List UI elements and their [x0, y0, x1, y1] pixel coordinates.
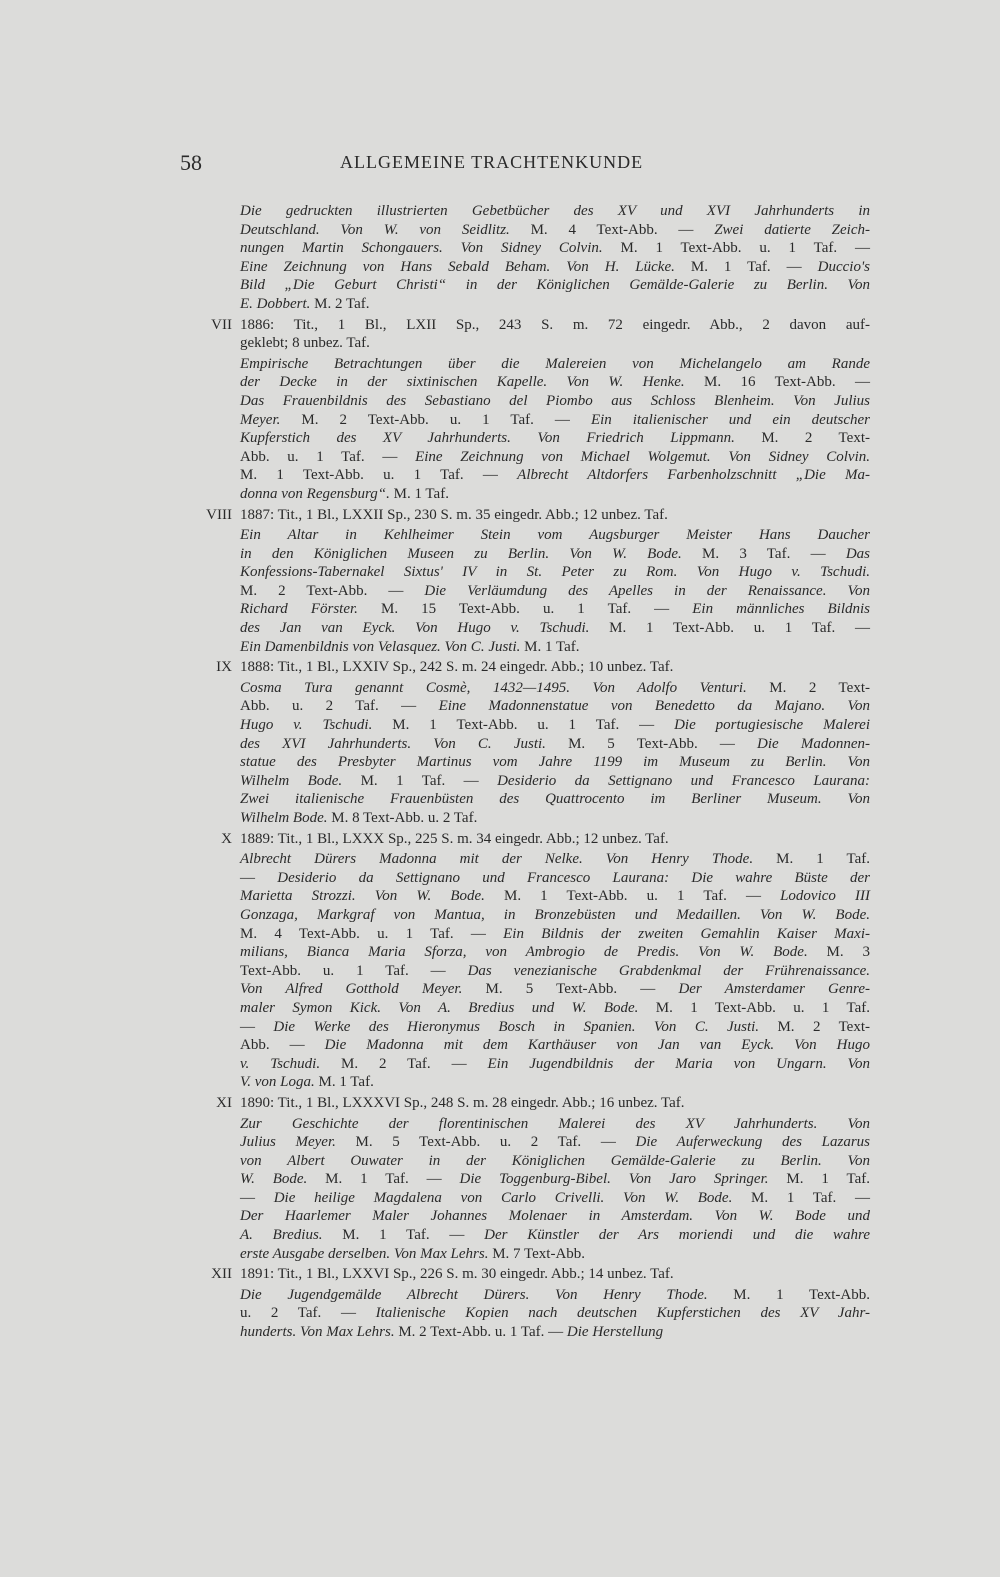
italic-title-text: Richard Förster. — [240, 601, 358, 618]
italic-title-text: Julius Meyer. — [240, 1134, 336, 1151]
text-line: geklebt; 8 unbez. Taf. — [240, 335, 370, 352]
text-line — [240, 373, 870, 392]
text-line — [240, 679, 870, 698]
text-line — [240, 1115, 870, 1134]
volume-description — [240, 506, 870, 525]
italic-title-text: Desiderio da Settignano und Francesco Laurana: — [497, 772, 870, 789]
italic-title-text: Ein Altar in Kehlheimer Stein vom Augsburger Meister Hans Daucher — [240, 527, 870, 544]
text-line — [240, 466, 870, 485]
text-line — [240, 887, 870, 906]
italic-title-text: milians, Bianca Maria Sforza, von Ambrogio de Predis. Von W. Bode. — [240, 944, 808, 961]
roman-text: M. 5 Text-Abb. — — [545, 735, 758, 752]
text-line — [240, 772, 870, 791]
italic-title-text: E. Dobbert. — [240, 295, 311, 312]
text-line — [240, 906, 870, 925]
italic-title-text: Die Herstellung — [566, 1324, 664, 1341]
italic-title-text: Hugo v. Tschudi. — [240, 717, 373, 734]
roman-text: Abb. — — [240, 1037, 325, 1054]
italic-title-text: Ein männliches Bildnis — [692, 601, 871, 618]
roman-text: M. 4 Text-Abb. u. 1 Taf. — — [240, 925, 504, 942]
italic-title-text: Marietta Strozzi. Von W. Bode. — [240, 888, 485, 905]
volume-list — [206, 316, 871, 1342]
volume-number: VII — [211, 316, 232, 333]
text-line — [240, 485, 870, 504]
text-line — [240, 1286, 870, 1305]
roman-text: Text-Abb. u. 1 Taf. — — [240, 962, 468, 979]
italic-title-text: Zwei datierte Zeich- — [714, 221, 870, 238]
italic-title-text: V. von Loga. — [240, 1074, 315, 1091]
article-list — [240, 1286, 870, 1342]
italic-title-text: Meyer. — [240, 411, 281, 428]
italic-title-text: Lodovico III — [780, 888, 870, 905]
italic-title-text: Die Auferweckung des Lazarus — [635, 1134, 870, 1151]
text-line — [240, 276, 870, 295]
volume-description — [240, 1265, 870, 1284]
page-number: 58 — [180, 150, 202, 175]
italic-title-text: Das venezianische Grabdenkmal der Frührenaissance. — [467, 962, 871, 979]
italic-title-text: Die portugiesische Malerei — [674, 717, 870, 734]
italic-title-text: A. Bredius. — [240, 1227, 323, 1244]
italic-title-text: Zwei italienische Frauenbüsten des Quattrocento im Berliner Museum. Von — [240, 791, 870, 808]
text-line — [240, 619, 870, 638]
italic-title-text: Konfessions-Tabernakel Sixtus' IV in St. Peter zu Rom. Von Hugo v. Tschudi. — [240, 564, 870, 581]
italic-title-text: hunderts. Von Max Lehrs. — [240, 1324, 395, 1341]
italic-title-text: Die Madonnen- — [757, 735, 870, 752]
volume-number: XI — [216, 1094, 232, 1111]
article-list — [240, 850, 870, 1092]
text-line — [240, 1207, 870, 1226]
volume-entry — [211, 316, 870, 504]
italic-title-text: Cosma Tura genannt Cosmè, 1432—1495. Von Adolfo Venturi. — [240, 679, 747, 696]
italic-title-text: des Jan van Eyck. Von Hugo v. Tschudi. — [240, 620, 590, 637]
text-line — [240, 448, 870, 467]
italic-title-text: Der Künstler der Ars moriendi und die wahre — [484, 1227, 870, 1244]
text-line: 1888: Tit., 1 Bl., LXXIV Sp., 242 S. m. 24 eingedr. Abb.; 10 unbez. Taf. — [240, 659, 674, 676]
italic-title-text: Die Verläumdung des Apelles in der Renaissance. Von — [424, 582, 870, 599]
text-line — [240, 239, 870, 258]
roman-text: M. 1 Text-Abb. u. 1 Taf. — — [589, 620, 870, 637]
roman-text: — — [240, 1189, 274, 1206]
text-line — [240, 295, 870, 314]
continuation-entry — [240, 202, 870, 314]
italic-title-text: Deutschland. Von W. von Seidlitz. — [240, 221, 510, 238]
text-line — [240, 1189, 870, 1208]
text-line — [240, 1055, 870, 1074]
roman-text: — — [240, 869, 278, 886]
italic-title-text: Wilhelm Bode. — [240, 810, 328, 826]
text-line: 1891: Tit., 1 Bl., LXXVI Sp., 226 S. m. 30 eingedr. Abb.; 14 unbez. Taf. — [240, 1266, 674, 1283]
italic-title-text: Duccio's — [817, 258, 870, 275]
roman-text: M. 1 Text-Abb. u. 1 Taf. — — [372, 717, 675, 734]
text-line — [240, 392, 870, 411]
text-line — [240, 1245, 870, 1264]
roman-text: M. 3 — [807, 944, 870, 961]
roman-text: M. 1 Taf. — [314, 1074, 374, 1091]
roman-text: M. 16 Text-Abb. — — [684, 374, 870, 391]
volume-number: XII — [211, 1266, 232, 1283]
italic-title-text: Italienische Kopien nach deutschen Kupferstichen des XV Jahr- — [375, 1305, 870, 1322]
text-line — [240, 925, 870, 944]
text-line — [240, 1152, 870, 1171]
italic-title-text: Eine Madonnenstatue von Benedetto da Majano. Von — [438, 698, 870, 715]
roman-text: M. 2 Text- — [746, 679, 870, 696]
text-line — [240, 545, 870, 564]
italic-title-text: Ein Jugendbildnis der Maria von Ungarn. Von — [487, 1055, 870, 1072]
text-line — [240, 355, 870, 374]
text-line — [240, 1170, 870, 1189]
roman-text: M. 1 Taf. — — [674, 258, 818, 275]
roman-text: M. 1 Text-Abb. u. 1 Taf. — — [602, 240, 870, 257]
volume-entry — [216, 1094, 871, 1263]
italic-title-text: erste Ausgabe derselben. Von Max Lehrs. — [240, 1245, 489, 1262]
text-line — [240, 1304, 870, 1323]
roman-text: M. 15 Text-Abb. u. 1 Taf. — — [357, 601, 693, 618]
text-line — [240, 429, 870, 448]
roman-text: M. 5 Text-Abb. u. 2 Taf. — — [335, 1134, 636, 1151]
roman-text: M. 2 Text- — [759, 1018, 871, 1035]
running-title: ALLGEMEINE TRACHTENKUNDE — [340, 152, 644, 172]
italic-title-text: Die Jugendgemälde Albrecht Dürers. Von Henry Thode. — [240, 1286, 708, 1303]
text-line — [240, 999, 870, 1018]
italic-title-text: des XVI Jahrhunderts. Von C. Justi. — [240, 735, 546, 752]
text-line: 1889: Tit., 1 Bl., LXXX Sp., 225 S. m. 34 eingedr. Abb.; 12 unbez. Taf. — [240, 830, 669, 847]
volume-description — [240, 1094, 870, 1113]
volume-entry — [221, 830, 871, 1092]
italic-title-text: v. Tschudi. — [240, 1055, 321, 1072]
roman-text: Abb. u. 1 Taf. — — [240, 448, 416, 465]
roman-text: M. 1 Taf. — — [322, 1227, 485, 1244]
text-line — [240, 850, 870, 869]
roman-text: M. 1 Taf. — — [342, 772, 498, 789]
roman-text: u. 2 Taf. — — [240, 1305, 376, 1322]
article-list — [240, 355, 870, 504]
italic-title-text: Die heilige Magdalena von Carlo Crivelli. Von W. Bode. — [273, 1189, 733, 1206]
text-line — [240, 1323, 870, 1342]
roman-text: M. 4 Text-Abb. — — [509, 221, 715, 238]
italic-title-text: Kupferstich des XV Jahrhunderts. Von Friedrich Lippmann. — [240, 430, 735, 447]
roman-text: M. 3 Taf. — — [681, 545, 846, 562]
italic-title-text: Albrecht Dürers Madonna mit der Nelke. Von Henry Thode. — [240, 851, 754, 868]
volume-description — [240, 830, 870, 849]
roman-text: M. 1 Taf. — [520, 638, 580, 655]
roman-text: M. 2 Text-Abb. u. 1 Taf. — — [394, 1324, 567, 1341]
text-line — [240, 753, 870, 772]
italic-title-text: Empirische Betrachtungen über die Malereien von Michelangelo am Rande — [240, 355, 870, 372]
italic-title-text: Eine Zeichnung von Hans Sebald Beham. Von H. Lücke. — [240, 258, 675, 275]
volume-entry — [216, 658, 870, 827]
text-line — [240, 258, 870, 277]
italic-title-text: Zur Geschichte der florentinischen Malerei des XV Jahrhunderts. Von — [240, 1115, 870, 1132]
text-line — [240, 962, 870, 981]
text-line — [240, 790, 870, 809]
article-list — [240, 679, 870, 828]
italic-title-text: Wilhelm Bode. — [240, 772, 343, 789]
text-line — [240, 202, 870, 221]
text-line — [240, 1018, 870, 1037]
italic-title-text: Der Amsterdamer Genre- — [678, 981, 870, 998]
italic-title-text: Ein italienischer und ein deutscher — [590, 411, 870, 428]
article-list — [240, 1115, 870, 1264]
page-body — [206, 202, 871, 1344]
roman-text: M. 2 Text-Abb. u. 1 Taf. — — [280, 411, 591, 428]
roman-text: M. 7 Text-Abb. — [488, 1245, 586, 1262]
text-line: 1887: Tit., 1 Bl., LXXII Sp., 230 S. m. 35 eingedr. Abb.; 12 unbez. Taf. — [240, 506, 668, 523]
italic-title-text: Bild „Die Geburt Christi“ in der Königlichen Gemälde-Galerie zu Berlin. Von — [240, 277, 870, 294]
roman-text: M. 1 Taf. — [389, 485, 449, 502]
italic-title-text: Die Toggenburg-Bibel. Von Jaro Springer. — [459, 1171, 769, 1188]
text-line — [240, 809, 870, 828]
text-line — [240, 563, 870, 582]
page-header — [0, 150, 1000, 182]
volume-description — [240, 316, 870, 353]
roman-text: Abb. u. 2 Taf. — — [240, 698, 439, 715]
article-list — [240, 526, 870, 656]
text-line — [240, 582, 870, 601]
volume-entry — [206, 506, 871, 657]
text-line — [240, 1226, 870, 1245]
italic-title-text: Von Alfred Gotthold Meyer. — [240, 981, 463, 998]
roman-text: M. 8 Text-Abb. u. 2 Taf. — [327, 810, 478, 826]
text-line — [240, 600, 870, 619]
italic-title-text: W. Bode. — [240, 1171, 308, 1188]
volume-number: X — [221, 830, 232, 847]
italic-title-text: Die Madonna mit dem Karthäuser von Jan van Eyck. Von Hugo — [324, 1037, 870, 1054]
roman-text: M. 2 Taf. — [310, 295, 370, 312]
italic-title-text: in den Königlichen Museen zu Berlin. Von W. Bode. — [240, 545, 682, 562]
text-line — [240, 411, 870, 430]
text-line — [240, 1073, 870, 1092]
roman-text: M. 1 Text-Abb. u. 1 Taf. — — [484, 888, 781, 905]
roman-text: M. 1 Text-Abb. u. 1 Taf. — — [240, 467, 518, 484]
roman-text: M. 1 Taf. — [753, 851, 871, 868]
text-line — [240, 943, 870, 962]
roman-text: M. 5 Text-Abb. — — [462, 981, 679, 998]
text-line — [240, 1036, 870, 1055]
text-line — [240, 697, 870, 716]
volume-number: VIII — [206, 506, 232, 523]
text-line — [240, 526, 870, 545]
roman-text: — — [240, 1018, 274, 1035]
text-line — [240, 735, 870, 754]
roman-text: M. 1 Taf. — [768, 1171, 870, 1188]
roman-text: M. 1 Text-Abb. — [707, 1286, 870, 1303]
italic-title-text: der Decke in der sixtinischen Kapelle. Von W. Henke. — [240, 374, 685, 391]
italic-title-text: Gonzaga, Markgraf von Mantua, in Bronzebüsten und Medaillen. Von W. Bode. — [240, 906, 870, 923]
roman-text: M. 2 Taf. — — [320, 1055, 488, 1072]
italic-title-text: Das — [845, 545, 870, 562]
volume-number: IX — [216, 659, 232, 676]
italic-title-text: Das Frauenbildnis des Sebastiano del Piombo aus Schloss Blenheim. Von Julius — [240, 392, 870, 409]
text-line — [240, 869, 870, 888]
italic-title-text: Eine Zeichnung von Michael Wolgemut. Von Sidney Colvin. — [415, 448, 870, 465]
text-line: 1886: Tit., 1 Bl., LXII Sp., 243 S. m. 72 eingedr. Abb., 2 davon auf- — [240, 316, 870, 333]
text-line — [240, 980, 870, 999]
text-line: 1890: Tit., 1 Bl., LXXXVI Sp., 248 S. m. 28 eingedr. Abb.; 16 unbez. Taf. — [240, 1094, 685, 1111]
roman-text: M. 1 Text-Abb. u. 1 Taf. — [638, 999, 870, 1016]
text-line — [240, 638, 870, 657]
roman-text: M. 2 Text-Abb. — — [240, 582, 425, 599]
italic-title-text: donna von Regensburg“. — [240, 485, 390, 502]
italic-title-text: nungen Martin Schongauers. Von Sidney Colvin. — [240, 240, 603, 257]
italic-title-text: Albrecht Altdorfers Farbenholzschnitt „Die Ma- — [517, 467, 870, 484]
italic-title-text: von Albert Ouwater in der Königlichen Gemälde-Galerie zu Berlin. Von — [240, 1152, 870, 1169]
italic-title-text: maler Symon Kick. Von A. Bredius und W. Bode. — [240, 999, 639, 1016]
roman-text: M. 1 Taf. — — [732, 1189, 871, 1206]
text-line — [240, 1133, 870, 1152]
text-line — [240, 716, 870, 735]
italic-title-text: Ein Damenbildnis von Velasquez. Von C. Justi. — [240, 638, 521, 655]
italic-title-text: Desiderio da Settignano und Francesco Laurana: Die wahre Büste der — [277, 869, 870, 886]
italic-title-text: statue des Presbyter Martinus vom Jahre 1199 im Museum zu Berlin. Von — [240, 754, 870, 771]
volume-entry — [211, 1265, 870, 1341]
volume-description — [240, 658, 870, 677]
italic-title-text: Die gedruckten illustrierten Gebetbücher des XV und XVI Jahrhunderts in — [240, 203, 870, 219]
roman-text: M. 2 Text- — [734, 430, 870, 447]
italic-title-text: Die Werke des Hieronymus Bosch in Spanien. Von C. Justi. — [273, 1018, 760, 1035]
text-line — [240, 221, 870, 240]
roman-text: M. 1 Taf. — — [307, 1171, 460, 1188]
italic-title-text: Der Haarlemer Maler Johannes Molenaer in Amsterdam. Von W. Bode und — [240, 1208, 870, 1225]
italic-title-text: Ein Bildnis der zweiten Gemahlin Kaiser Maxi- — [503, 925, 870, 942]
